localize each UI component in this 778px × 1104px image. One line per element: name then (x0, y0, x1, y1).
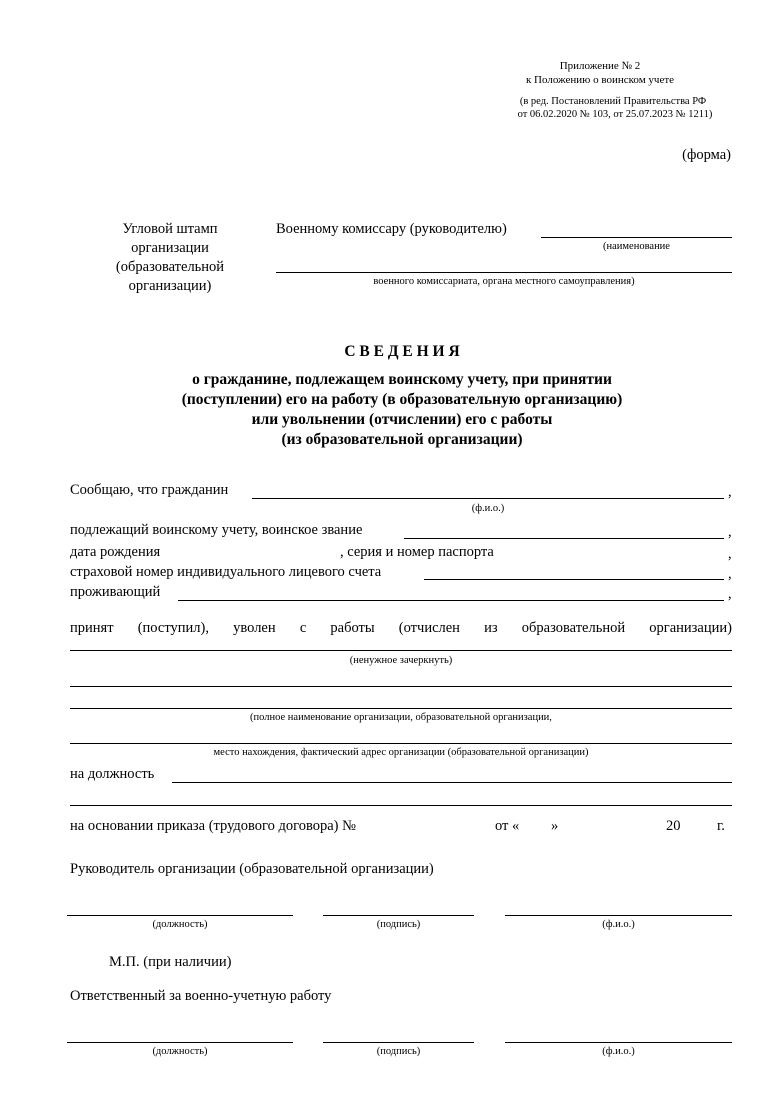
responsible-label: Ответственный за военно-учетную работу (70, 988, 332, 1004)
accepted-word: работы (330, 620, 375, 636)
order-label: на основании приказа (трудового договора) № (70, 818, 356, 834)
citizen-fio-line[interactable] (252, 498, 724, 499)
appendix-number: Приложение № 2 (559, 60, 641, 72)
addressee-line1[interactable] (541, 237, 732, 238)
passport-label: , серия и номер паспорта (340, 544, 494, 560)
org-line3[interactable] (70, 743, 732, 744)
addressee-hint2: военного комиссариата, органа местного самоуправления) (373, 276, 635, 287)
accepted-word: из (484, 620, 498, 636)
responsible-fio-hint: (ф.и.о.) (602, 1046, 635, 1057)
document-title: С В Е Д Е Н И Я (344, 343, 460, 360)
order-year: 20 (666, 818, 681, 834)
edition-note-line1: (в ред. Постановлений Правительства РФ (519, 96, 707, 107)
head-signature-hint: (подпись) (376, 919, 421, 930)
responsible-signature-hint: (подпись) (376, 1046, 421, 1057)
head-signature-line[interactable] (323, 915, 474, 916)
accepted-line[interactable] (70, 650, 732, 651)
stamp-place: М.П. (при наличии) (109, 954, 232, 970)
accepted-word: образовательной (521, 620, 626, 636)
position-line2[interactable] (70, 805, 732, 806)
position-line1[interactable] (172, 782, 732, 783)
addressee-label: Военному комиссару (руководителю) (276, 221, 507, 237)
addressee-line2[interactable] (276, 272, 732, 273)
responsible-signature-line[interactable] (323, 1042, 474, 1043)
report-label: Сообщаю, что гражданин (70, 482, 229, 498)
head-label: Руководитель организации (образовательной организации) (70, 861, 434, 877)
stamp-line4: организации) (128, 278, 212, 294)
snils-label: страховой номер индивидуального лицевого счета (70, 564, 382, 580)
title-sub2: (поступлении) его на работу (в образовательную организацию) (181, 391, 623, 408)
order-quote: » (551, 818, 559, 834)
accepted-word: (поступил), (137, 620, 209, 636)
comma: , (728, 524, 732, 540)
head-fio-hint: (ф.и.о.) (602, 919, 635, 930)
org-line1[interactable] (70, 686, 732, 687)
stamp-line2: организации (131, 240, 209, 256)
accepted-word: (отчислен (398, 620, 460, 636)
accepted-word: с (299, 620, 307, 636)
accepted-word: организации) (649, 620, 732, 636)
position-label: на должность (70, 766, 155, 782)
comma: , (728, 484, 732, 500)
edition-note-line2: от 06.02.2020 № 103, от 25.07.2023 № 1211) (517, 109, 713, 120)
title-sub1: о гражданине, подлежащем воинскому учету, при принятии (192, 371, 612, 388)
residing-line[interactable] (178, 600, 724, 601)
org-hint2: место нахождения, фактический адрес организации (образовательной организации) (213, 747, 589, 758)
org-hint1: (полное наименование организации, образовательной организации, (250, 712, 552, 723)
strike-hint: (ненужное зачеркнуть) (349, 655, 453, 666)
order-g: г. (717, 818, 725, 834)
org-line2[interactable] (70, 708, 732, 709)
comma: , (728, 566, 732, 582)
accepted-dismissed-line (70, 620, 732, 637)
head-fio-line[interactable] (505, 915, 732, 916)
rank-line[interactable] (404, 538, 724, 539)
accepted-word: уволен (233, 620, 276, 636)
accepted-word: принят (70, 620, 114, 636)
head-position-line[interactable] (67, 915, 293, 916)
rank-label: подлежащий воинскому учету, воинское звание (70, 522, 363, 538)
stamp-line1: Угловой штамп (122, 221, 218, 237)
head-position-hint: (должность) (152, 919, 208, 930)
addressee-hint1: (наименование (603, 241, 670, 252)
comma: , (728, 546, 732, 562)
responsible-position-hint: (должность) (152, 1046, 208, 1057)
comma: , (728, 586, 732, 602)
form-label: (форма) (682, 147, 731, 163)
responsible-fio-line[interactable] (505, 1042, 732, 1043)
responsible-position-line[interactable] (67, 1042, 293, 1043)
title-sub3: или увольнении (отчислении) его с работы (251, 411, 553, 428)
order-from: от « (495, 818, 520, 834)
title-sub4: (из образовательной организации) (281, 431, 523, 448)
snils-line[interactable] (424, 579, 724, 580)
appendix-regulation: к Положению о воинском учете (525, 74, 675, 86)
birth-date-label: дата рождения (70, 544, 161, 560)
fio-hint: (ф.и.о.) (471, 503, 505, 514)
residing-label: проживающий (70, 584, 161, 600)
stamp-line3: (образовательной (115, 259, 225, 275)
